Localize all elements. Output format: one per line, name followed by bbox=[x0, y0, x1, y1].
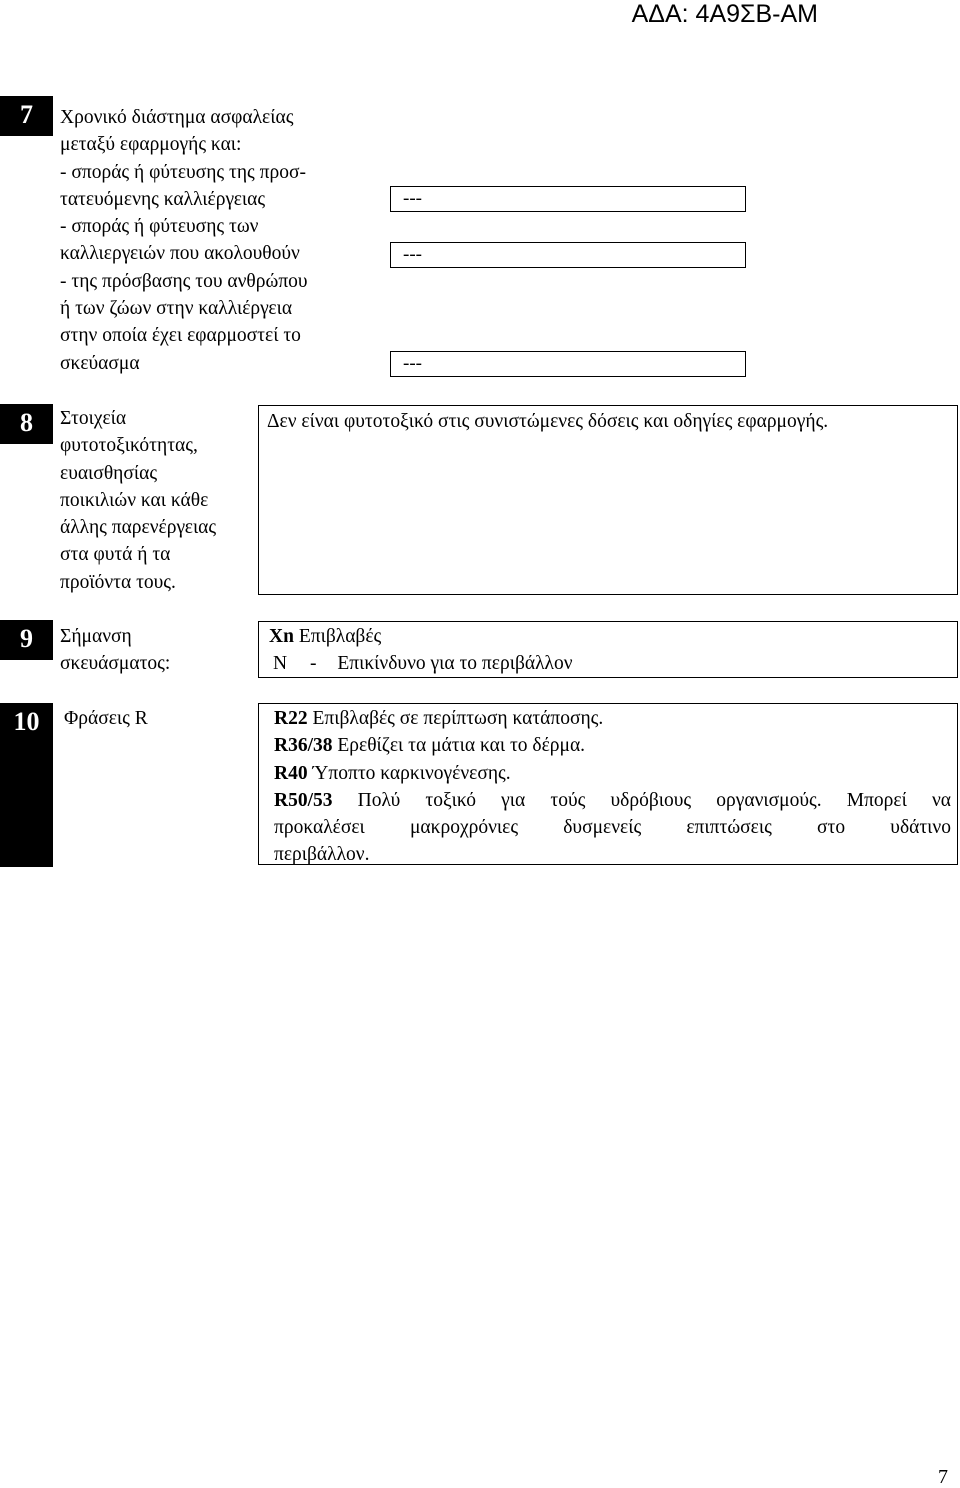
hazard-xn-line bbox=[269, 623, 951, 650]
safety-interval-access-value: --- bbox=[390, 351, 746, 377]
section-number-9: 9 bbox=[0, 620, 53, 660]
phytotoxicity-box bbox=[258, 405, 958, 595]
hazard-labeling-box bbox=[258, 621, 958, 678]
ada-code: ΑΔΑ: 4Α9ΣΒ-ΑΜ bbox=[631, 0, 818, 28]
hazard-text: Επιβλαβές bbox=[298, 626, 382, 647]
label-line: - της πρόσβασης του ανθρώπου bbox=[60, 270, 308, 292]
label-line: ευαισθησίας bbox=[60, 462, 158, 484]
label-line: Χρονικό διάστημα ασφαλείας bbox=[60, 107, 294, 128]
safety-interval-crop-value: --- bbox=[390, 186, 746, 212]
label-line: σκευάσματος: bbox=[60, 653, 171, 675]
safety-interval-following-crops-value: --- bbox=[390, 242, 746, 268]
hazard-n-line bbox=[269, 650, 951, 677]
section-number-10: 10 bbox=[0, 703, 53, 867]
hazard-separator: - bbox=[309, 653, 317, 675]
r-phrase-continuation: περιβάλλον. bbox=[274, 844, 370, 866]
r-phrase bbox=[274, 787, 951, 814]
section-7-label bbox=[60, 104, 308, 377]
r-phrase-code: R36/38 bbox=[274, 735, 333, 757]
section-8-label bbox=[60, 405, 216, 596]
r-phrase-text: Ερεθίζει τα μάτια και το δέρμα. bbox=[337, 735, 586, 757]
label-line: Στοιχεία bbox=[60, 408, 127, 429]
label-line: άλλης παρενέργειας bbox=[60, 517, 217, 539]
section-number-7: 7 bbox=[0, 96, 53, 136]
label-line: τατευόμενης καλλιέργειας bbox=[60, 188, 266, 210]
label-line: - σποράς ή φύτευσης των bbox=[60, 216, 259, 238]
r-phrase-code: R40 bbox=[274, 762, 308, 784]
label-line: φυτοτοξικότητας, bbox=[60, 435, 198, 457]
label-line: σκεύασμα bbox=[60, 352, 140, 374]
r-phrase bbox=[274, 732, 951, 759]
r-phrase-text: Ύποπτο καρκινογένεσης. bbox=[312, 762, 511, 784]
r-phrase bbox=[274, 705, 951, 732]
section-10-label: Φράσεις R bbox=[64, 708, 148, 729]
section-9-label bbox=[60, 623, 170, 678]
r-phrase-text: Επιβλαβές σε περίπτωση κατάποσης. bbox=[312, 708, 604, 729]
page-number: 7 bbox=[938, 1466, 948, 1488]
r-phrase bbox=[274, 760, 951, 787]
label-line: ποικιλιών και κάθε bbox=[60, 489, 209, 511]
r-phrase-continuation: προκαλέσει μακροχρόνιες δυσμενείς επιπτώσεις στο υδάτινο bbox=[274, 817, 951, 839]
r-phrase-text: Πολύ τοξικό για τούς υδρόβιους οργανισμούς. Μπορεί να bbox=[357, 789, 952, 811]
r-phrase-code: R50/53 bbox=[274, 789, 333, 811]
label-line: καλλιεργειών που ακολουθούν bbox=[60, 243, 300, 265]
label-line: στα φυτά ή τα bbox=[60, 544, 171, 566]
label-line: μεταξύ εφαρμογής και: bbox=[60, 134, 242, 156]
label-line: στην οποία έχει εφαρμοστεί το bbox=[60, 325, 301, 347]
hazard-text: Επικίνδυνο για το περιβάλλον bbox=[337, 653, 573, 675]
r-phrases-box bbox=[258, 703, 958, 865]
hazard-code: N bbox=[273, 653, 288, 675]
section-number-8: 8 bbox=[0, 404, 53, 444]
label-line: - σποράς ή φύτευσης της προσ- bbox=[60, 161, 306, 183]
r-phrase-code: R22 bbox=[274, 708, 308, 729]
label-line: Σήμανση bbox=[60, 626, 132, 647]
phytotoxicity-value: Δεν είναι φυτοτοξικό στις συνιστώμενες δόσεις και οδηγίες εφαρμογής. bbox=[267, 411, 829, 432]
hazard-code: Xn bbox=[269, 626, 294, 647]
label-line: ή των ζώων στην καλλιέργεια bbox=[60, 298, 293, 320]
label-line: προϊόντα τους. bbox=[60, 571, 176, 593]
